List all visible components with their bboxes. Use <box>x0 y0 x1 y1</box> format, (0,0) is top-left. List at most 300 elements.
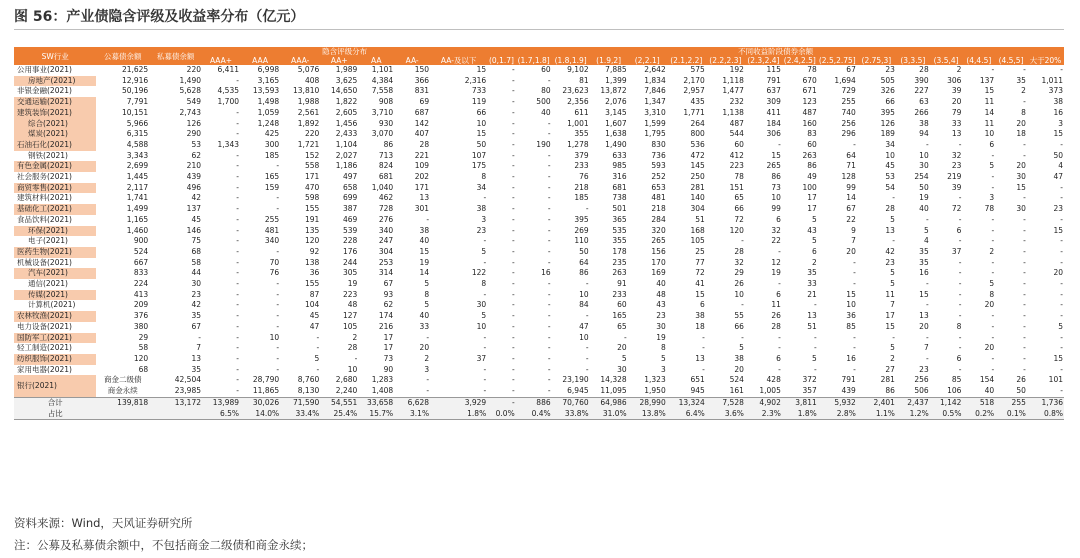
group-yield: 不同收益阶段债券余额 <box>487 47 1064 56</box>
cell-value: 28 <box>347 343 358 353</box>
cell-value: 38 <box>476 204 487 214</box>
cell-value: - <box>512 343 515 353</box>
cell-value: 908 <box>378 97 394 107</box>
cell-value: 5 <box>424 279 430 289</box>
cell-value: - <box>236 386 240 396</box>
row-industry: 农林牧渔(2021) <box>14 311 96 322</box>
cell-value: 48 <box>656 289 666 299</box>
cell-value: 1,005 <box>759 386 781 396</box>
cell-value: - <box>1023 300 1026 310</box>
cell-value: 60 <box>541 65 551 74</box>
cell-value: 1,248 <box>257 118 280 128</box>
cell-value: 11 <box>984 118 995 128</box>
cell-value: 55 <box>734 311 744 321</box>
cell-value: - <box>547 311 551 321</box>
cell-value: 1,741 <box>126 193 149 203</box>
cell-value: - <box>623 332 627 342</box>
cell-value: - <box>512 75 515 85</box>
cell-value: - <box>1023 97 1026 107</box>
cell-value: 264 <box>690 118 705 128</box>
row-industry: 钢铁(2021) <box>28 150 68 160</box>
cell-value: 7,885 <box>605 65 627 74</box>
cell-value: 412 <box>729 150 744 160</box>
cell-value: 33 <box>807 279 817 289</box>
cell-value: 13,872 <box>600 86 627 96</box>
col-yield: (3,3.5] <box>896 56 930 65</box>
cell-value: 304 <box>690 204 705 214</box>
cell-value: 497 <box>342 172 358 182</box>
cell-value: - <box>702 364 705 374</box>
cell-value: 524 <box>133 246 149 256</box>
cell-value: 253 <box>378 257 394 267</box>
cell-value: 37 <box>476 353 487 363</box>
cell-value: - <box>512 321 515 331</box>
cell-value: 15 <box>846 289 856 299</box>
cell-value: - <box>585 353 589 363</box>
col-rating: AAA+ <box>202 56 240 65</box>
cell-value: 1,186 <box>335 161 358 171</box>
cell-value: 2,957 <box>683 86 705 96</box>
cell-value: 2 <box>352 332 358 342</box>
cell-value: 20 <box>951 97 962 107</box>
col-rating: AA- <box>394 56 430 65</box>
cell-value: 22 <box>846 214 856 224</box>
cell-value: - <box>236 107 240 117</box>
cell-value: 67 <box>846 204 856 214</box>
cell-value: 155 <box>304 279 320 289</box>
cell-value: 263 <box>612 268 627 278</box>
cell-value: - <box>1023 321 1026 331</box>
table-row <box>14 140 1064 151</box>
cell-value: 2,699 <box>126 161 149 171</box>
cell-value: 281 <box>880 375 895 385</box>
cell-value: 0.4% <box>516 409 552 420</box>
cell-value: 72 <box>734 214 744 224</box>
cell-value: 81 <box>579 75 589 85</box>
cell-value: 91 <box>617 279 627 289</box>
cell-value: - <box>1060 279 1063 289</box>
cell-value: 30 <box>1016 204 1026 214</box>
cell-value: 77 <box>695 257 705 267</box>
cell-value: 8 <box>1021 107 1026 117</box>
row-industry: 交通运输(2021) <box>14 97 96 108</box>
cell-value: 64 <box>579 257 589 267</box>
cell-value: 7,558 <box>371 86 394 96</box>
cell-value: - <box>778 332 781 342</box>
cell-value: 6 <box>956 353 962 363</box>
cell-value: 66 <box>734 321 744 331</box>
cell-value: 593 <box>651 161 666 171</box>
cell-value: - <box>547 204 551 214</box>
cell-value: 13,593 <box>252 86 280 96</box>
cell-value: - <box>276 193 280 203</box>
cell-value: 42,504 <box>174 375 201 385</box>
cell-value: 738 <box>612 193 627 203</box>
cell-value: - <box>1023 65 1026 74</box>
cell-value: 23 <box>919 364 929 374</box>
cell-value: 8 <box>424 289 430 299</box>
cell-value: 86 <box>771 172 781 182</box>
cell-value: 128 <box>841 172 856 182</box>
cell-value: 28,790 <box>252 375 280 385</box>
cell-value: - <box>547 353 551 363</box>
cell-value: - <box>1023 268 1026 278</box>
col-yield: (1.7,1.8] <box>517 56 550 65</box>
cell-value: - <box>426 332 430 342</box>
cell-value: 1,477 <box>722 86 744 96</box>
cell-value: 107 <box>471 150 487 160</box>
cell-value: 1,399 <box>605 75 627 85</box>
cell-value: - <box>276 353 280 363</box>
cell-value: - <box>547 193 551 203</box>
cell-value: - <box>1023 279 1026 289</box>
cell-value: 47 <box>1053 172 1063 182</box>
table-header <box>14 47 1064 65</box>
cell-value: 69 <box>419 97 430 107</box>
cell-value: 3,165 <box>257 75 280 85</box>
cell-value: 35 <box>191 364 201 374</box>
cell-value: 41 <box>695 279 705 289</box>
cell-value: 67 <box>191 321 201 331</box>
cell-value: 6,945 <box>567 386 589 396</box>
cell-value: 357 <box>802 386 817 396</box>
cell-value: - <box>853 279 856 289</box>
cell-value: 38 <box>919 118 929 128</box>
cell-value: 800 <box>690 129 705 139</box>
cell-value: 10 <box>846 300 856 310</box>
cell-value: 305 <box>342 268 358 278</box>
cell-value: - <box>926 279 929 289</box>
row-industry: 食品饮料(2021) <box>17 214 72 224</box>
cell-value: - <box>1023 236 1026 246</box>
cell-value: 99 <box>771 204 781 214</box>
cell-value: 140 <box>690 193 705 203</box>
cell-value <box>96 409 149 420</box>
cell-value: 1.2% <box>896 409 930 420</box>
cell-value: 115 <box>766 65 781 74</box>
cell-value: 50,196 <box>121 86 149 96</box>
cell-value: 1,142 <box>930 397 963 408</box>
cell-value: - <box>512 268 515 278</box>
cell-value: 255 <box>841 97 856 107</box>
cell-value: - <box>547 279 551 289</box>
bank-row <box>14 375 1064 386</box>
cell-value: - <box>276 364 280 374</box>
cell-value: 7,528 <box>706 397 745 408</box>
cell-value: - <box>276 321 280 331</box>
cell-value: 13,324 <box>667 397 706 408</box>
cell-value: 6,998 <box>257 65 280 74</box>
cell-value: 1.8% <box>430 409 487 420</box>
cell-value: 3 <box>1058 118 1063 128</box>
cell-value: 1,988 <box>297 97 320 107</box>
cell-value: - <box>926 300 929 310</box>
table-row <box>14 226 1064 237</box>
cell-value: 20 <box>1016 161 1026 171</box>
cell-value: 681 <box>612 182 627 192</box>
cell-value: 830 <box>651 139 666 149</box>
cell-value: - <box>741 332 744 342</box>
row-industry: 基础化工(2021) <box>14 204 96 215</box>
table-row <box>14 108 1064 119</box>
row-industry: 社会服务(2021) <box>17 172 72 182</box>
cell-value: 184 <box>766 118 781 128</box>
cell-value: 5 <box>890 214 895 224</box>
cell-value: - <box>236 257 240 267</box>
cell-value: - <box>276 279 280 289</box>
cell-value: 1.8% <box>782 409 818 420</box>
cell-value: 40 <box>919 204 929 214</box>
cell-value: 390 <box>914 75 929 85</box>
cell-value: 30 <box>476 300 487 310</box>
cell-value: 13,989 <box>202 397 240 408</box>
cell-value: - <box>1060 65 1063 74</box>
cell-value: 265 <box>766 161 781 171</box>
cell-value: 1,001 <box>567 118 589 128</box>
cell-value: 29 <box>734 268 744 278</box>
cell-value: - <box>547 150 551 160</box>
cell-value: 255 <box>995 397 1027 408</box>
cell-value: 4,535 <box>217 86 240 96</box>
cell-value: - <box>512 300 515 310</box>
cell-value: 85 <box>951 375 962 385</box>
cell-value: 13 <box>951 129 962 139</box>
cell-value: 169 <box>651 268 666 278</box>
cell-value: 658 <box>342 182 358 192</box>
cell-value: 15 <box>476 129 487 139</box>
cell-value: 23 <box>191 289 201 299</box>
cell-value: 34 <box>885 139 895 149</box>
cell-value: 23,623 <box>562 86 589 96</box>
cell-value: 8 <box>660 343 666 353</box>
cell-value: 50 <box>919 182 929 192</box>
cell-value: 20 <box>617 343 627 353</box>
cell-value: 20 <box>984 300 995 310</box>
cell-value: 76 <box>269 268 280 278</box>
cell-value: - <box>778 343 781 353</box>
cell-value: - <box>316 332 320 342</box>
cell-value: 5 <box>811 214 817 224</box>
cell-value: - <box>814 300 817 310</box>
cell-value: 33 <box>419 321 430 331</box>
cell-value: 3 <box>989 193 995 203</box>
col-yield: (2.3,2.4] <box>745 56 782 65</box>
cell-value: 45 <box>309 311 320 321</box>
cell-value: 833 <box>133 268 149 278</box>
cell-value: - <box>958 279 962 289</box>
cell-value: 5 <box>890 343 895 353</box>
col-rating: AA <box>358 56 394 65</box>
cell-value: 30 <box>656 321 666 331</box>
cell-value: 127 <box>342 311 358 321</box>
cell-value: 73 <box>383 353 394 363</box>
cell-value: 4 <box>1058 161 1063 171</box>
cell-value: - <box>236 204 240 214</box>
cell-value: - <box>483 375 487 385</box>
cell-value: - <box>512 257 515 267</box>
cell-value: 1,278 <box>567 139 589 149</box>
cell-value: - <box>585 204 589 214</box>
cell-value: 4 <box>923 236 929 246</box>
cell-value: 20 <box>419 343 430 353</box>
col-yield: (0,1.7] <box>488 56 514 65</box>
cell-value: 68 <box>138 364 149 374</box>
cell-value: 13 <box>919 311 929 321</box>
cell-value: - <box>958 289 962 299</box>
cell-value: 1,834 <box>644 75 666 85</box>
cell-value: - <box>512 236 515 246</box>
table-row <box>14 236 1064 247</box>
cell-value: 518 <box>962 397 995 408</box>
cell-value: 101 <box>1048 375 1063 385</box>
cell-value: - <box>853 268 856 278</box>
cell-value: - <box>483 236 487 246</box>
cell-value: 945 <box>690 386 705 396</box>
cell-value: - <box>236 150 240 160</box>
row-industry: 建筑装饰(2021) <box>14 108 96 119</box>
cell-value: - <box>1060 289 1063 299</box>
cell-value: - <box>547 343 551 353</box>
cell-value: 152 <box>304 150 320 160</box>
cell-value: 58 <box>191 257 201 267</box>
cell-value: - <box>276 289 280 299</box>
cell-value: - <box>512 97 515 107</box>
ratio-label: 占比 <box>14 409 96 420</box>
cell-value: 30 <box>191 279 201 289</box>
cell-value: 930 <box>378 118 394 128</box>
cell-value: 32 <box>734 257 744 267</box>
cell-value: 20 <box>1053 268 1063 278</box>
cell-value: - <box>853 139 856 149</box>
cell-value: 3,070 <box>371 129 394 139</box>
cell-value: 736 <box>651 150 666 160</box>
cell-value: 35 <box>919 246 929 256</box>
cell-value: - <box>236 300 240 310</box>
cell-value: 15 <box>1053 129 1063 139</box>
cell-value: - <box>512 86 515 96</box>
row-industry: 建筑材料(2021) <box>17 193 72 203</box>
cell-value: 126 <box>880 118 895 128</box>
cell-value: 44 <box>191 268 201 278</box>
cell-value: - <box>236 353 240 363</box>
cell-value: 235 <box>612 257 627 267</box>
table-row <box>14 97 1064 108</box>
cell-value: - <box>585 311 589 321</box>
col-rating: AA-及以下 <box>430 56 487 65</box>
cell-value: 1,165 <box>126 214 149 224</box>
cell-value: 3 <box>424 364 430 374</box>
cell-value: - <box>1060 139 1063 149</box>
cell-value: 244 <box>342 257 358 267</box>
cell-value: 15 <box>885 321 895 331</box>
cell-value: 373 <box>1048 86 1063 96</box>
cell-value: 105 <box>342 321 358 331</box>
cell-value: 47 <box>309 321 320 331</box>
cell-value: - <box>547 375 551 385</box>
cell-value: - <box>991 236 995 246</box>
col-public: 公募债余额 <box>96 47 149 65</box>
cell-value: 13 <box>885 225 895 235</box>
cell-value: 100 <box>802 182 817 192</box>
cell-value: 33.8% <box>552 409 590 420</box>
cell-value: - <box>1060 343 1063 353</box>
cell-value: 23 <box>885 65 895 74</box>
cell-value: - <box>512 182 515 192</box>
cell-value: 687 <box>414 107 430 117</box>
cell-value: - <box>926 332 929 342</box>
table-row <box>14 279 1064 290</box>
cell-value: 539 <box>342 225 358 235</box>
cell-value: 14,650 <box>331 86 358 96</box>
cell-value: - <box>512 129 515 139</box>
cell-value: 11 <box>771 300 781 310</box>
cell-value: 45 <box>191 214 201 224</box>
cell-value: 123 <box>802 97 817 107</box>
cell-value: 1,771 <box>683 107 705 117</box>
cell-value: 85 <box>846 321 856 331</box>
cell-value: 15 <box>1053 225 1063 235</box>
row-industry: 机械设备(2021) <box>17 257 72 267</box>
cell-value: 252 <box>651 172 666 182</box>
table-row <box>14 119 1064 130</box>
cell-value: 209 <box>133 300 149 310</box>
cell-value: 5 <box>314 353 320 363</box>
cell-value: 6,315 <box>126 129 149 139</box>
cell-value: 1,499 <box>126 204 149 214</box>
cell-value: 171 <box>414 182 430 192</box>
cell-value: 5 <box>481 311 487 321</box>
cell-value: 3,343 <box>126 150 149 160</box>
cell-value: - <box>1060 300 1063 310</box>
cell-value: 70,760 <box>552 397 590 408</box>
cell-value: 8 <box>481 279 487 289</box>
cell-value: 142 <box>414 118 430 128</box>
cell-value: 1,059 <box>257 107 280 117</box>
cell-value: - <box>547 332 551 342</box>
cell-value: - <box>236 311 240 321</box>
cell-value: 13.8% <box>628 409 667 420</box>
cell-value: 254 <box>914 172 929 182</box>
cell-value: 30 <box>617 364 627 374</box>
cell-value: 5 <box>811 353 817 363</box>
cell-value: 2,605 <box>335 107 358 117</box>
cell-value: 2,170 <box>683 75 705 85</box>
cell-value: - <box>512 375 515 385</box>
cell-value: 5 <box>621 353 627 363</box>
cell-value: 13 <box>191 353 201 363</box>
row-industry: 家用电器(2021) <box>17 364 72 374</box>
cell-value: 28 <box>419 139 430 149</box>
cell-value: 500 <box>536 97 551 107</box>
cell-value: 407 <box>414 129 430 139</box>
cell-value: 8 <box>956 321 962 331</box>
cell-value: 16 <box>846 353 856 363</box>
cell-value: - <box>991 364 995 374</box>
cell-value: 233 <box>612 289 627 299</box>
cell-value: - <box>1060 236 1063 246</box>
cell-value: 23 <box>476 225 487 235</box>
cell-value: 35 <box>919 257 929 267</box>
cell-value: 5 <box>481 246 487 256</box>
col-rating: AAA- <box>280 56 320 65</box>
cell-value: 51 <box>695 214 705 224</box>
cell-value: 20 <box>734 364 744 374</box>
cell-value: 66 <box>885 97 895 107</box>
cell-value: 13,172 <box>149 397 202 408</box>
cell-value: 154 <box>979 375 995 385</box>
cell-value: - <box>276 246 280 256</box>
cell-value: 5 <box>739 343 744 353</box>
